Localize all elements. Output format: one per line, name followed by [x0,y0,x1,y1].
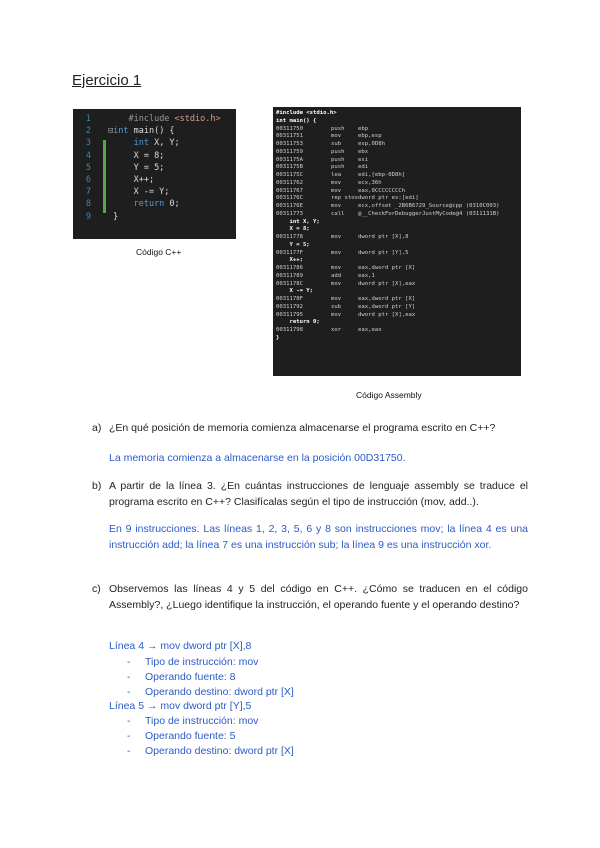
change-indicator-bar [103,140,106,213]
instruction-operands: esp,0D8h [358,141,385,147]
instruction-address: 00311778 [276,234,303,240]
bullet-dash: - [127,730,131,742]
code-line [108,125,221,137]
line-number: 1 [85,114,91,124]
assembly-instruction [276,149,520,157]
line5-destination: Operando destino: dword ptr [X] [145,745,294,757]
assembly-instruction [276,180,520,188]
code-line [108,174,221,186]
question-c-text: Observemos las líneas 4 y 5 del código en C++. ¿Cómo se traducen en el código Assembly?, ¿Luego identifique la instrucción, el operando fuente y el operando destino? [109,583,528,611]
instruction-address: 00311798 [276,327,303,333]
line-number: 3 [85,138,91,149]
assembly-rows [276,110,520,343]
instruction-operands: @__CheckForDebuggerJustMyCode@4 (0311131B) [358,210,500,217]
code-text: } [113,211,119,222]
instruction-address: 0031175A [276,156,303,163]
bullet-dash: - [127,686,131,698]
code-line [108,113,221,125]
line-number: 6 [85,174,91,185]
instruction-operands: dword ptr [X],eax [358,311,416,318]
assembly-instruction [276,312,520,320]
line-number: 9 [85,211,91,222]
instruction-address: 00311792 [276,303,303,310]
code-keyword: #include [128,114,175,124]
code-indent [108,163,134,173]
source-line: #include <stdio.h> [276,110,337,116]
assembly-instruction [276,164,520,172]
instruction-opcode: xor [331,327,342,333]
instruction-operands: edi [358,164,369,171]
bullet-dash: - [127,745,131,757]
question-b-text: A partir de la línea 3. ¿En cuántas instrucciones de lenguaje assembly se traduce el programa escrito en C++? Clasifícalas según el tipo de instrucción (mov, add..). [109,480,528,508]
question-a-label: a) [92,422,102,434]
code-text: X -= Y; [133,187,170,198]
source-line: } [276,334,280,341]
answer-a: La memoria comienza a almacenarse en la posición 00D31750. [109,452,406,464]
question-a-text: ¿En qué posición de memoria comienza almacenarse el programa escrito en C++? [109,422,496,434]
instruction-operands: dword ptr [Y],5 [358,249,409,256]
source-line: return 0; [276,319,320,326]
instruction-opcode: mov [331,179,342,186]
instruction-address: 00311789 [276,272,303,279]
instruction-address: 00311759 [276,148,303,155]
code-text: X = 8; [133,150,165,161]
source-line: X = 8; [276,226,310,233]
instruction-address: 0031176C [276,195,303,202]
line-number: 8 [85,199,91,210]
assembly-instruction [276,234,520,242]
code-keyword: int [113,126,134,137]
line5-heading: Línea 5 → mov dword ptr [Y],5 [109,700,252,712]
instruction-address: 00311753 [276,141,303,147]
line4-source: Operando fuente: 8 [145,671,236,683]
assembly-instruction [276,327,520,335]
instruction-opcode: push [331,164,345,171]
source-line: int X, Y; [276,218,320,225]
instruction-address: 00311773 [276,210,303,217]
assembly-instruction [276,273,520,281]
instruction-opcode: mov [331,203,342,209]
code-keyword: int [133,138,155,149]
instruction-operands: dword ptr [X],8 [358,234,409,240]
source-line: Y = 5; [276,241,310,248]
assembly-instruction [276,211,520,219]
line4-destination: Operando destino: dword ptr [X] [145,686,294,698]
code-indent [108,151,134,161]
code-line [108,137,221,149]
line-number: 7 [85,187,91,198]
instruction-opcode: push [331,156,345,163]
assembly-instruction [276,281,520,289]
instruction-operands: eax,0CCCCCCCCh [358,187,406,194]
page-title: Ejercicio 1 [72,72,142,89]
line-number: 4 [85,150,91,161]
code-indent [108,175,134,185]
instruction-address: 0031175B [276,164,303,171]
instruction-opcode: rep stos [331,195,358,202]
question-c-label: c) [92,583,101,595]
instruction-opcode: mov [331,265,342,271]
cpp-caption: Código C++ [136,247,182,257]
code-line [108,198,221,210]
line-number: 5 [85,162,91,173]
instruction-operands: eax,dword ptr [X] [358,296,416,302]
code-text: Y = 5; [133,162,165,173]
instruction-address: 00311786 [276,265,303,271]
line5-source: Operando fuente: 5 [145,730,236,742]
assembly-instruction [276,296,520,304]
instruction-operands: edi,[ebp-0D8h] [358,172,406,178]
assembly-instruction [276,265,520,273]
instruction-operands: eax,dword ptr [X] [358,265,416,271]
instruction-operands: dword ptr es:[edi] [358,195,419,202]
code-line [108,211,221,223]
instruction-operands: eax,dword ptr [Y] [358,303,416,310]
code-indent [108,114,128,124]
instruction-address: 00311795 [276,311,303,318]
code-text: X++; [133,174,155,185]
instruction-address: 0031178F [276,296,303,302]
assembly-instruction [276,250,520,258]
question-c [92,581,528,613]
line5-type: Tipo de instrucción: mov [145,715,259,727]
line4-heading: Línea 4 → mov dword ptr [X],8 [109,640,252,652]
assembly-caption: Código Assembly [356,390,422,400]
line4-type: Tipo de instrucción: mov [145,656,259,668]
code-line [108,162,221,174]
code-indent: ⊟ [108,126,114,137]
instruction-address: 00311767 [276,187,303,194]
code-indent [108,187,134,197]
source-line: X++; [276,257,303,264]
assembly-instruction [276,157,520,165]
instruction-operands: dword ptr [X],eax [358,280,416,287]
instruction-address: 00311751 [276,133,303,140]
code-keyword: return [133,199,170,210]
line-number-gutter [73,113,93,223]
code-line [108,186,221,198]
instruction-opcode: push [331,148,345,155]
assembly-instruction [276,133,520,141]
instruction-opcode: sub [331,303,342,310]
assembly-instruction [276,304,520,312]
instruction-opcode: mov [331,296,342,302]
instruction-opcode: call [331,210,345,217]
instruction-operands: ecx,36h [358,179,382,186]
instruction-opcode: lea [331,172,342,178]
instruction-opcode: mov [331,133,342,140]
instruction-opcode: mov [331,187,342,194]
assembly-instruction [276,126,520,134]
code-text: 0; [169,199,180,210]
instruction-address: 0031177F [276,249,303,256]
question-b-label: b) [92,480,102,492]
answer-b: En 9 instrucciones. Las líneas 1, 2, 3, 5, 6 y 8 son instrucciones mov; la línea 4 es una instrucción add; la línea 7 es una instrucción sub; la línea 9 es una instrucción xor. [109,523,528,551]
instruction-operands: ebx [358,148,369,155]
instruction-opcode: add [331,272,342,279]
assembly-code-image [273,107,521,376]
assembly-instruction [276,203,520,211]
question-b [92,478,528,510]
code-line [108,150,221,162]
assembly-instruction [276,141,520,149]
instruction-operands: eax,eax [358,327,382,333]
instruction-address: 00311750 [276,125,303,132]
instruction-operands: ebp,esp [358,133,382,140]
instruction-address: 00311762 [276,179,303,186]
source-line: int main() { [276,117,317,124]
instruction-opcode: mov [331,311,342,318]
instruction-operands: esi [358,156,369,163]
bullet-dash: - [127,671,131,683]
instruction-operands: eax,1 [358,272,375,279]
code-text: X, Y; [154,138,180,149]
instruction-opcode: mov [331,234,342,240]
code-indent [108,199,134,209]
bullet-dash: - [127,656,131,668]
instruction-opcode: sub [331,141,342,147]
source-line: X -= Y; [276,288,314,295]
code-indent [108,138,134,148]
code-text: main() { [133,126,175,137]
bullet-dash: - [127,715,131,727]
instruction-address: 0031178C [276,280,303,287]
assembly-instruction [276,172,520,180]
code-text: <stdio.h> [174,114,221,124]
assembly-instruction [276,195,520,203]
instruction-operands: ebp [358,125,369,132]
instruction-address: 0031176E [276,203,303,209]
assembly-instruction [276,188,520,196]
instruction-opcode: mov [331,249,342,256]
code-lines [108,113,221,223]
instruction-address: 0031175C [276,172,303,178]
instruction-opcode: push [331,125,345,132]
instruction-operands: ecx,offset _2B6B6729_Source@cpp (0310C003) [358,203,500,209]
cpp-code-image [73,109,236,239]
instruction-opcode: mov [331,280,342,287]
line-number: 2 [85,126,91,137]
